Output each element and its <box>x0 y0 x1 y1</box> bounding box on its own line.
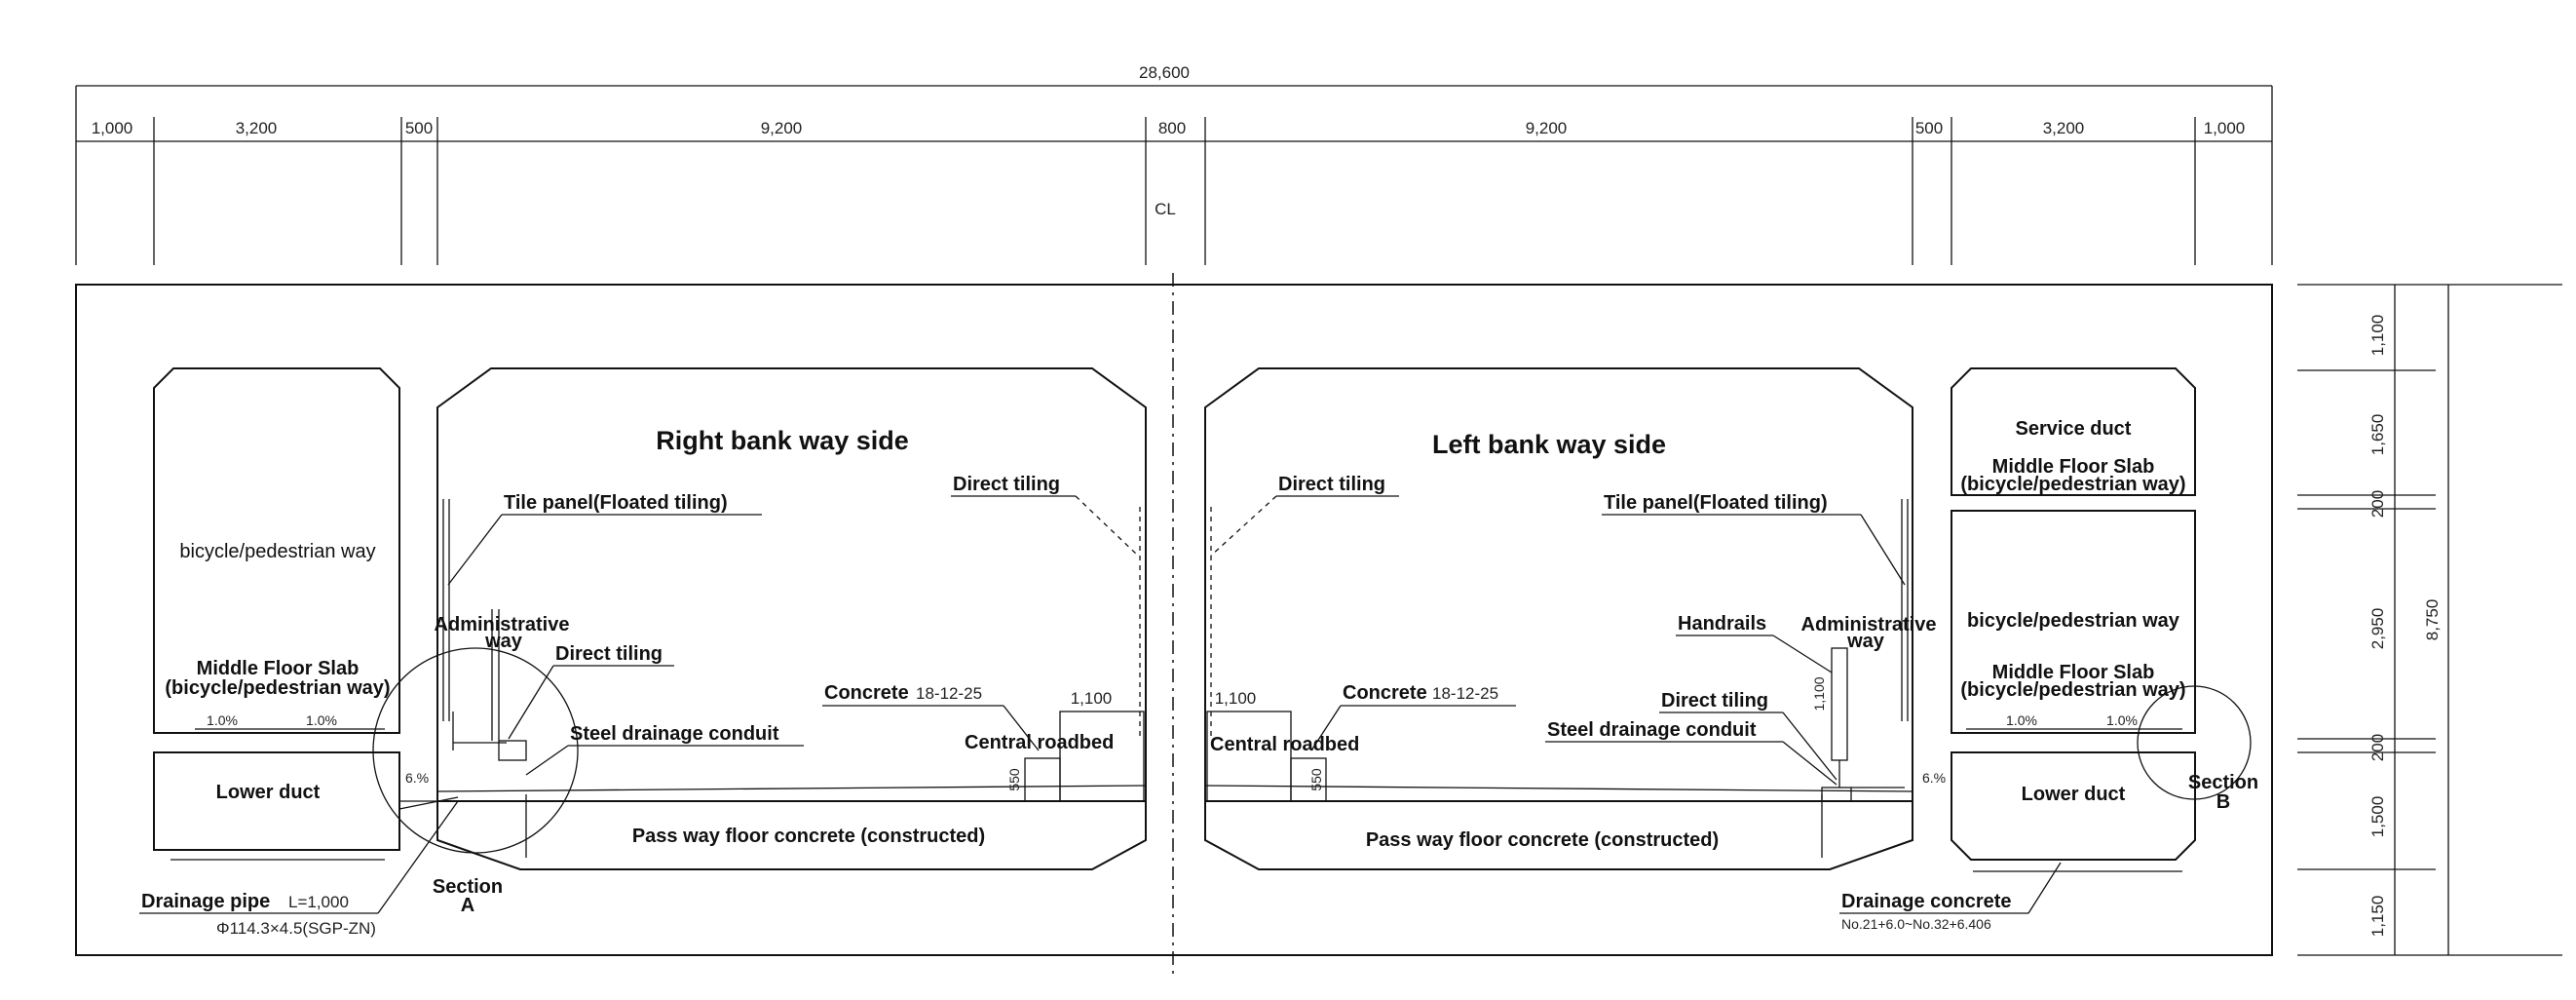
top-dimension-chain <box>76 63 2272 265</box>
dim-segment-7: 500 <box>1914 119 1944 137</box>
dim-height-7: 1,150 <box>2368 895 2387 938</box>
right-bicycle-way-label: bicycle/pedestrian way <box>1967 610 2179 632</box>
drainage-pipe-label: Drainage pipe <box>141 891 271 912</box>
right-direct-tiling-far-label: Direct tiling <box>953 474 1061 495</box>
left-lower-duct-label: Lower duct <box>215 782 321 803</box>
dim-total-height: 8,750 <box>2423 598 2442 641</box>
handrail-dim-1100: 1,100 <box>1811 676 1827 712</box>
handrails-label: Handrails <box>1678 613 1767 635</box>
right-bank-tube <box>139 368 1146 938</box>
dim-total-width: 28,600 <box>1139 63 1190 82</box>
drainage-concrete-range: No.21+6.0~No.32+6.406 <box>1841 916 1991 932</box>
right-dimension-chain <box>2297 285 2562 955</box>
right-tile-panel-label: Tile panel(Floated tiling) <box>504 492 728 514</box>
left-duct-slope: 6.% <box>404 770 430 786</box>
right-central-roadbed-label: Central roadbed <box>965 732 1115 753</box>
dim-height-4: 2,950 <box>2368 607 2387 650</box>
right-admin-way-label-1: Administrative <box>434 614 570 635</box>
right-middle-slab-sublabel: (bicycle/pedestrian way) <box>1960 679 2186 701</box>
right-middle-slab-label: Middle Floor Slab <box>1991 662 2155 683</box>
svg-text:CL: CL <box>1155 200 1176 218</box>
right-direct-tiling-label: Direct tiling <box>555 643 663 665</box>
drainage-pipe-length: L=1,000 <box>288 893 349 911</box>
right-duct-slope: 6.% <box>1921 770 1947 786</box>
right-concrete-label: Concrete <box>824 682 909 704</box>
dim-height-6: 1,500 <box>2368 795 2387 838</box>
left-side-chambers <box>154 368 429 860</box>
left-bank-tube <box>1205 368 1936 869</box>
left-concrete-label: Concrete <box>1343 682 1427 704</box>
left-middle-slab-label: Middle Floor Slab <box>196 658 360 679</box>
right-admin-way-label-2: way <box>485 631 522 652</box>
section-a-label-1: Section <box>432 876 504 898</box>
right-concrete-spec: 18-12-25 <box>916 684 983 703</box>
section-a-label-2: A <box>460 895 475 916</box>
right-dim-1100: 1,100 <box>1070 689 1113 708</box>
left-middle-slab-sublabel: (bicycle/pedestrian way) <box>165 677 391 699</box>
dim-segment-2: 3,200 <box>235 119 278 137</box>
dim-segment-3: 500 <box>404 119 434 137</box>
centerline-symbol <box>1155 200 1176 218</box>
left-bank-title: Left bank way side <box>1431 430 1667 459</box>
right-top-slab-sublabel: (bicycle/pedestrian way) <box>1960 474 2186 495</box>
left-admin-way-label-2: way <box>1847 631 1884 652</box>
left-admin-way-label-1: Administrative <box>1800 614 1937 635</box>
outer-structure-frame <box>76 285 2272 955</box>
dim-height-2: 1,650 <box>2368 413 2387 456</box>
dim-segment-6: 9,200 <box>1525 119 1568 137</box>
dim-segment-5: 800 <box>1157 119 1187 137</box>
drainage-pipe-spec: Φ114.3×4.5(SGP-ZN) <box>216 919 376 938</box>
left-dim-550: 550 <box>1308 768 1324 791</box>
right-pass-way-label: Pass way floor concrete (constructed) <box>631 826 986 847</box>
dim-segment-8: 3,200 <box>2042 119 2085 137</box>
right-dim-550: 550 <box>1006 768 1022 791</box>
section-b-label-1: Section <box>2187 772 2259 793</box>
left-slope-a: 1.0% <box>207 712 238 728</box>
left-bicycle-way-label: bicycle/pedestrian way <box>179 541 376 562</box>
drainage-concrete-label: Drainage concrete <box>1841 891 2012 912</box>
left-tile-panel-label: Tile panel(Floated tiling) <box>1604 492 1828 514</box>
dim-segment-9: 1,000 <box>2203 119 2246 137</box>
left-pass-way-label: Pass way floor concrete (constructed) <box>1365 829 1720 851</box>
dim-segment-4: 9,200 <box>760 119 803 137</box>
right-top-slab-label: Middle Floor Slab <box>1991 456 2155 478</box>
left-slope-b: 1.0% <box>306 712 337 728</box>
right-slope-b: 1.0% <box>2106 712 2138 728</box>
left-steel-conduit-label: Steel drainage conduit <box>1547 719 1757 741</box>
dim-height-5: 200 <box>2368 733 2387 762</box>
dim-height-3: 200 <box>2368 489 2387 519</box>
dim-segment-1: 1,000 <box>91 119 133 137</box>
left-central-roadbed-label: Central roadbed <box>1210 734 1360 755</box>
left-direct-tiling-label: Direct tiling <box>1661 690 1769 712</box>
dim-height-1: 1,100 <box>2368 314 2387 357</box>
service-duct-label: Service duct <box>2015 418 2132 440</box>
right-lower-duct-label: Lower duct <box>2021 784 2126 805</box>
left-concrete-spec: 18-12-25 <box>1432 684 1499 703</box>
left-direct-tiling-far-label: Direct tiling <box>1278 474 1386 495</box>
section-b-label-2: B <box>2216 791 2231 813</box>
right-steel-conduit-label: Steel drainage conduit <box>570 723 779 745</box>
right-slope-a: 1.0% <box>2006 712 2037 728</box>
left-dim-1100: 1,100 <box>1214 689 1257 708</box>
right-bank-title: Right bank way side <box>656 426 909 455</box>
